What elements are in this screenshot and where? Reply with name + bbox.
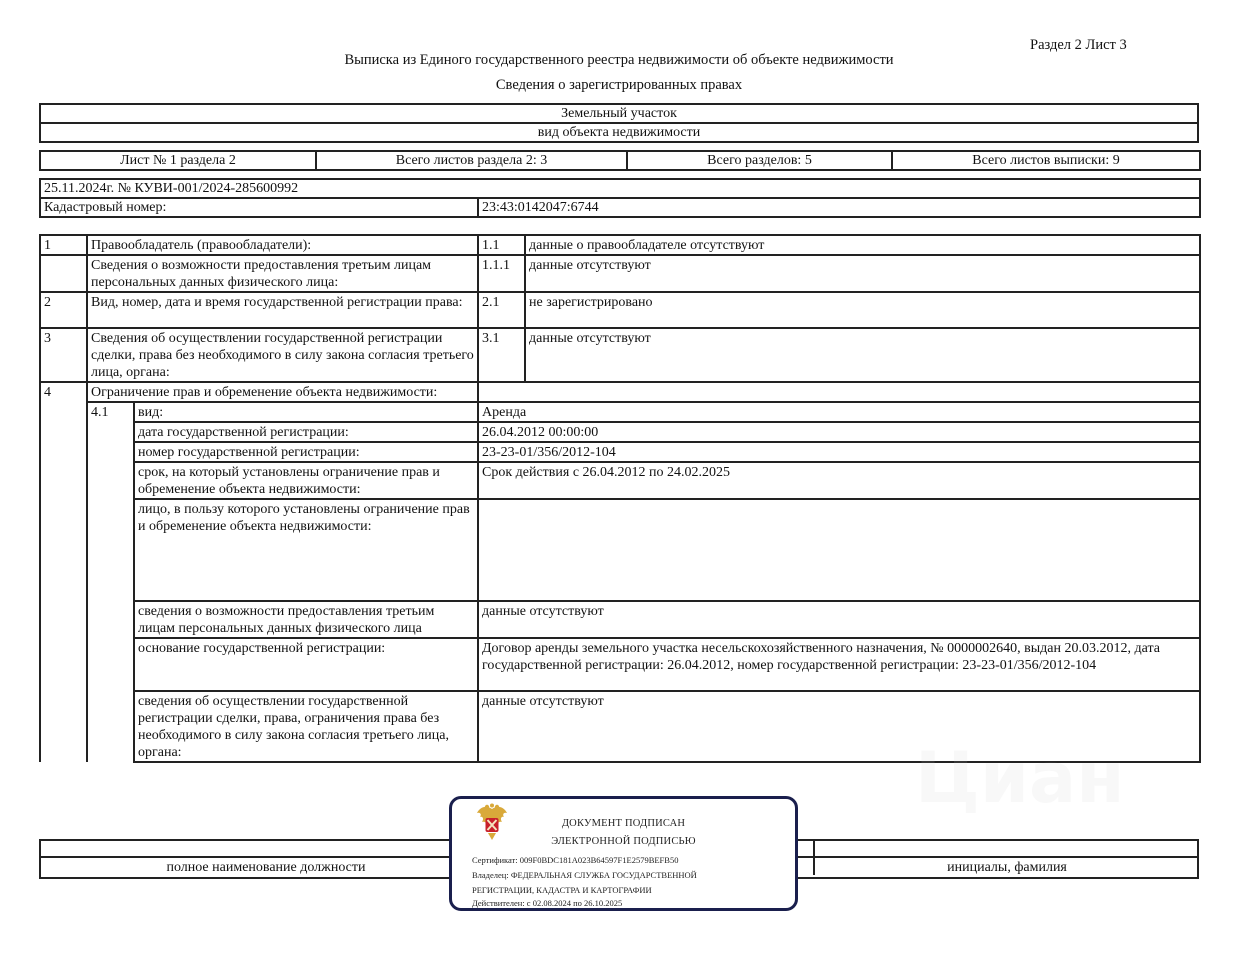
row-subnumber: 1.1.1	[478, 255, 525, 292]
encumbrance-item-value: Аренда	[478, 402, 1200, 422]
watermark: Циан	[915, 737, 1125, 819]
encumbrance-item-label: срок, на который установлены ограничение прав и обременение объекта недвижимости:	[134, 462, 478, 499]
document-title: Выписка из Единого государственного реестра недвижимости об объекте недвижимости	[344, 52, 894, 68]
row-value: данные отсутствуют	[525, 255, 1200, 292]
cadastral-number-value: 23:43:0142047:6744	[478, 198, 1200, 217]
encumbrance-item-label: номер государственной регистрации:	[134, 442, 478, 462]
encumbrance-item-value: 23-23-01/356/2012-104	[478, 442, 1200, 462]
row-number	[40, 255, 87, 292]
stamp-line-1: ДОКУМЕНТ ПОДПИСАН	[561, 818, 686, 829]
encumbrance-item-label: вид:	[134, 402, 478, 422]
encumbrance-item-value: Срок действия с 26.04.2012 по 24.02.2025	[478, 462, 1200, 499]
sheets-info-table	[39, 150, 1201, 171]
row-subnumber: 3.1	[478, 328, 525, 382]
total-section-sheets: Всего листов раздела 2: 3	[316, 151, 627, 170]
stamp-validity: Действителен: с 02.08.2024 по 26.10.2025	[472, 898, 623, 908]
stamp-line-2: ЭЛЕКТРОННОЙ ПОДПИСЬЮ	[551, 836, 696, 847]
total-sections: Всего разделов: 5	[627, 151, 892, 170]
cadastral-number-label: Кадастровый номер:	[40, 198, 478, 217]
encumbrance-label: Ограничение прав и обременение объекта недвижимости:	[87, 382, 478, 402]
encumbrance-subnumber: 4.1	[87, 402, 134, 762]
stamp-owner-line-2: РЕГИСТРАЦИИ, КАДАСТРА И КАРТОГРАФИИ	[472, 885, 652, 895]
encumbrance-item-row	[40, 442, 1200, 462]
row-number: 2	[40, 292, 87, 328]
row-label: Сведения об осуществлении государственной регистрации сделки, права без необходимого в силу закона согласия третьего лица, органа:	[87, 328, 478, 382]
name-caption: инициалы, фамилия	[947, 860, 1067, 875]
table-row	[40, 235, 1200, 255]
document-subtitle: Сведения о зарегистрированных правах	[495, 77, 743, 93]
encumbrance-item-value: данные отсутствуют	[478, 601, 1200, 638]
table-row	[40, 328, 1200, 382]
encumbrance-item-label: лицо, в пользу которого установлены ограничение прав и обременение объекта недвижимости:	[134, 499, 478, 601]
page-reference: Раздел 2 Лист 3	[1030, 37, 1127, 53]
row-value: не зарегистрировано	[525, 292, 1200, 328]
encumbrance-item-row	[40, 422, 1200, 442]
row-number: 3	[40, 328, 87, 382]
row-number: 1	[40, 235, 87, 255]
object-type-table	[39, 103, 1199, 143]
electronic-signature-stamp	[449, 796, 798, 911]
extract-info-table	[39, 178, 1201, 218]
encumbrance-item-label: сведения о возможности предоставления третьим лицам персональных данных физического лица	[134, 601, 478, 638]
extract-date-number: 25.11.2024г. № КУВИ-001/2024-285600992	[40, 179, 1200, 198]
encumbrance-item-value: данные отсутствуют	[478, 691, 1200, 762]
row-label: Вид, номер, дата и время государственной регистрации права:	[87, 292, 478, 328]
row-label: Сведения о возможности предоставления третьим лицам персональных данных физического лица:	[87, 255, 478, 292]
encumbrance-item-label: сведения об осуществлении государственной регистрации сделки, права, ограничения права без необходимого в силу закона согласия третьего лица, органа:	[134, 691, 478, 762]
encumbrance-item-row	[40, 601, 1200, 638]
encumbrance-item-row	[40, 402, 1200, 422]
object-type: Земельный участок	[40, 104, 1198, 123]
encumbrance-value-empty	[478, 382, 1200, 402]
encumbrance-item-value	[478, 499, 1200, 601]
row-value: данные отсутствуют	[525, 328, 1200, 382]
table-row	[40, 255, 1200, 292]
rights-table	[39, 234, 1201, 763]
encumbrance-item-value: Договор аренды земельного участка несельскохозяйственного назначения, № 0000002640, выдан 20.03.2012, дата государственной регистрации: 26.04.2012, номер государственной регистрации: 23-23-01/356/2012-104	[478, 638, 1200, 691]
object-type-caption: вид объекта недвижимости	[40, 123, 1198, 142]
sheet-of-section: Лист № 1 раздела 2	[40, 151, 316, 170]
position-caption: полное наименование должности	[166, 860, 366, 875]
encumbrance-number: 4	[40, 382, 87, 762]
row-subnumber: 1.1	[478, 235, 525, 255]
encumbrance-item-row	[40, 462, 1200, 499]
row-label: Правообладатель (правообладатели):	[87, 235, 478, 255]
total-extract-sheets: Всего листов выписки: 9	[892, 151, 1200, 170]
row-subnumber: 2.1	[478, 292, 525, 328]
stamp-owner-line-1: Владелец: ФЕДЕРАЛЬНАЯ СЛУЖБА ГОСУДАРСТВЕННОЙ	[472, 870, 697, 880]
encumbrance-header-row	[40, 382, 1200, 402]
encumbrance-item-value: 26.04.2012 00:00:00	[478, 422, 1200, 442]
encumbrance-item-label: основание государственной регистрации:	[134, 638, 478, 691]
row-value: данные о правообладателе отсутствуют	[525, 235, 1200, 255]
encumbrance-item-label: дата государственной регистрации:	[134, 422, 478, 442]
encumbrance-item-row	[40, 499, 1200, 601]
encumbrance-item-row	[40, 638, 1200, 691]
table-row	[40, 292, 1200, 328]
stamp-certificate: Сертификат: 009F0BDC181A023B64597F1E2579BEFB50	[472, 855, 679, 865]
